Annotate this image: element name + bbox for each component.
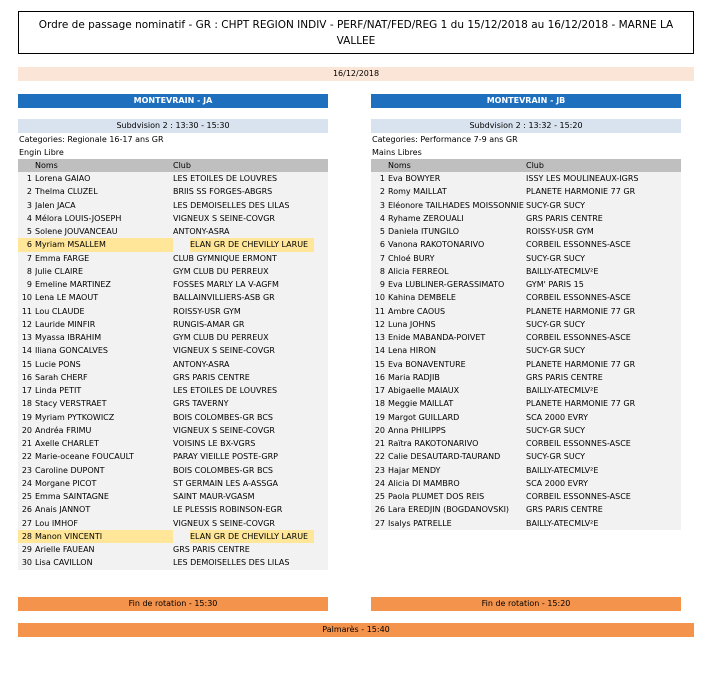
club-name: ELAN GR DE CHEVILLY LARUE — [190, 238, 314, 251]
row-number: 22 — [374, 452, 385, 462]
gymnast-name: Meggie MAILLAT — [388, 399, 454, 409]
table-body — [371, 172, 681, 530]
row-number: 27 — [374, 518, 385, 528]
rotation-end-right — [371, 597, 681, 611]
row-number: 16 — [374, 372, 385, 382]
row-number: 21 — [21, 439, 32, 448]
club-name: PLANETE HARMONIE 77 GR — [526, 359, 636, 369]
club-name: ANTONY-ASRA — [173, 359, 230, 369]
subdivision-header: Subdvision 2 : 13:30 - 15:30 — [18, 119, 328, 133]
gymnast-name: Arielle FAUEAN — [35, 545, 95, 554]
row-number: 5 — [26, 227, 32, 236]
gymnast-name: Lou IMHOF — [35, 518, 78, 528]
page-title: Ordre de passage nominatif - GR : CHPT REGION INDIV - PERF/NAT/FED/REG 1 du 15/12/2018 au 16/12/2018 - MARNE LA VALLEE — [18, 11, 694, 54]
table-row — [18, 543, 328, 556]
palmares-label: Palmarès - 15:40 — [18, 623, 694, 637]
column-montevrain-jb — [371, 94, 681, 530]
row-number: 11 — [374, 306, 385, 316]
row-number: 27 — [21, 518, 32, 528]
club-name: CORBEIL ESSONNES-ASCE — [526, 439, 631, 448]
gymnast-name: Myriam MSALLEM — [35, 238, 173, 251]
club-name: BAILLY-ATECMLV²E — [526, 386, 599, 395]
club-name: CORBEIL ESSONNES-ASCE — [526, 240, 631, 250]
table-row — [371, 225, 681, 238]
gymnast-name: Emma SAINTAGNE — [35, 492, 109, 501]
club-name: ISSY LES MOULINEAUX-IGRS — [526, 174, 639, 183]
gymnast-name: Sarah CHERF — [35, 372, 88, 382]
club-name: LES ETOILES DE LOUVRES — [173, 386, 278, 395]
table-row — [18, 291, 328, 304]
club-name: VIGNEUX S SEINE-COVGR — [173, 425, 275, 435]
table-row — [371, 384, 681, 397]
header-club: Club — [173, 161, 191, 170]
club-name: SUCY-GR SUCY — [526, 346, 586, 356]
gymnast-name: Julie CLAIRE — [35, 266, 84, 276]
gymnast-name: Caroline DUPONT — [35, 465, 105, 475]
club-name: SUCY-GR SUCY — [526, 319, 586, 329]
gymnast-name: Thelma CLUZEL — [35, 187, 98, 197]
table-row — [371, 477, 681, 490]
gymnast-name: Andréa FRIMU — [35, 425, 92, 435]
row-number: 24 — [21, 478, 32, 488]
club-name: PLANETE HARMONIE 77 GR — [526, 399, 636, 409]
gymnast-name: Abigaelle MAIAUX — [388, 386, 460, 395]
row-number: 25 — [21, 492, 32, 501]
gymnast-name: Eva BONAVENTURE — [388, 359, 466, 369]
row-number: 7 — [26, 253, 32, 263]
table-row — [18, 424, 328, 437]
club-name: GRS PARIS CENTRE — [526, 505, 603, 515]
gymnast-name: Lara EREDJIN (BOGDANOVSKI) — [388, 505, 510, 515]
table-row — [371, 503, 681, 516]
row-number: 24 — [374, 478, 385, 488]
row-number: 23 — [21, 465, 32, 475]
club-name: GYM CLUB DU PERREUX — [173, 333, 269, 342]
row-number: 3 — [26, 200, 32, 210]
gymnast-name: Eva LUBLINER-GERASSIMATO — [388, 280, 505, 289]
rotation-end-left — [18, 597, 328, 611]
table-header — [371, 159, 681, 172]
club-name: VOISINS LE BX-VGRS — [173, 439, 256, 448]
row-number: 1 — [379, 174, 385, 183]
gymnast-name: Luna JOHNS — [388, 319, 436, 329]
table-row — [18, 384, 328, 397]
table-row — [18, 344, 328, 357]
gymnast-name: Eva BOWYER — [388, 174, 441, 183]
date-bar: 16/12/2018 — [18, 67, 694, 81]
row-number: 13 — [21, 333, 32, 342]
gymnast-name: Manon VINCENTI — [35, 530, 173, 543]
table-row — [18, 238, 328, 251]
table-row — [371, 238, 681, 251]
category-label: Categories: Regionale 16-17 ans GR — [19, 135, 164, 144]
gymnast-name: Alicia DI MAMBRO — [388, 478, 460, 488]
gymnast-name: Margot GUILLARD — [388, 412, 460, 422]
club-name: BALLAINVILLIERS-ASB GR — [173, 293, 275, 303]
row-number: 18 — [374, 399, 385, 409]
table-row — [371, 490, 681, 503]
club-name: BAILLY-ATECMLV²E — [526, 266, 599, 276]
table-row — [371, 265, 681, 278]
table-row — [18, 199, 328, 212]
club-name: BOIS COLOMBES-GR BCS — [173, 412, 273, 422]
gymnast-name: Romy MAILLAT — [388, 187, 447, 197]
row-number: 2 — [26, 187, 32, 197]
club-name: SAINT MAUR-VGASM — [173, 492, 255, 501]
table-row — [18, 371, 328, 384]
table-row — [371, 212, 681, 225]
table-row — [18, 477, 328, 490]
gymnast-name: Morgane PICOT — [35, 478, 97, 488]
row-number: 4 — [26, 213, 32, 223]
gymnast-name: Vanona RAKOTONARIVO — [388, 240, 485, 250]
table-row — [371, 252, 681, 265]
club-name: SUCY-GR SUCY — [526, 452, 586, 462]
club-name: PLANETE HARMONIE 77 GR — [526, 306, 636, 316]
club-name: CORBEIL ESSONNES-ASCE — [526, 293, 631, 303]
gymnast-name: Stacy VERSTRAET — [35, 399, 107, 409]
table-row — [18, 450, 328, 463]
club-name: SUCY-GR SUCY — [526, 253, 586, 263]
gymnast-name: Lucie PONS — [35, 359, 81, 369]
row-number: 13 — [374, 333, 385, 342]
club-name: PARAY VIEILLE POSTE-GRP — [173, 452, 278, 462]
club-name: ST GERMAIN LES A-ASSGA — [173, 478, 279, 488]
row-number: 17 — [374, 386, 385, 395]
row-number: 12 — [374, 319, 385, 329]
palmares-bar — [18, 623, 694, 637]
table-body — [18, 172, 328, 570]
club-name: BOIS COLOMBES-GR BCS — [173, 465, 273, 475]
table-row — [18, 252, 328, 265]
table-row — [371, 344, 681, 357]
row-number: 29 — [21, 545, 32, 554]
row-number: 16 — [21, 372, 32, 382]
gymnast-name: Ryhame ZEROUALI — [388, 213, 464, 223]
club-name: BRIIS SS FORGES-ABGRS — [173, 187, 273, 197]
club-name: SUCY-GR SUCY — [526, 425, 586, 435]
club-name: SCA 2000 EVRY — [526, 478, 589, 488]
club-name: BAILLY-ATECMLV²E — [526, 465, 599, 475]
row-number: 26 — [374, 505, 385, 515]
gymnast-name: Linda PETIT — [35, 386, 82, 395]
gymnast-name: Hajar MENDY — [388, 465, 441, 475]
gymnast-name: Kahina DEMBELE — [388, 293, 456, 303]
gymnast-name: Anais JANNOT — [35, 505, 91, 515]
gymnast-name: Jalen JACA — [35, 200, 76, 210]
gymnast-name: Solene JOUVANCEAU — [35, 227, 118, 236]
row-number: 21 — [374, 439, 385, 448]
table-row — [18, 185, 328, 198]
table-row — [18, 411, 328, 424]
table-row — [18, 530, 328, 543]
table-row — [18, 225, 328, 238]
column-montevrain-ja — [18, 94, 328, 570]
row-number: 8 — [26, 266, 32, 276]
table-row — [371, 318, 681, 331]
gymnast-name: Daniela ITUNGILO — [388, 227, 460, 236]
row-number: 8 — [379, 266, 385, 276]
gymnast-name: Ambre CAOUS — [388, 306, 446, 316]
club-name: GYM' PARIS 15 — [526, 280, 584, 289]
header-noms: Noms — [388, 161, 411, 170]
table-row — [371, 358, 681, 371]
team-header: MONTEVRAIN - JA — [18, 94, 328, 108]
club-name: LES DEMOISELLES DES LILAS — [173, 558, 290, 568]
gymnast-name: Paola PLUMET DOS REIS — [388, 492, 485, 501]
club-name: VIGNEUX S SEINE-COVGR — [173, 518, 275, 528]
gymnast-name: Lou CLAUDE — [35, 306, 85, 316]
table-row — [18, 172, 328, 185]
club-name: BAILLY-ATECMLV²E — [526, 518, 599, 528]
table-row — [18, 490, 328, 503]
gymnast-name: Myriam PYTKOWICZ — [35, 412, 115, 422]
rotation-end-label: Fin de rotation - 15:30 — [18, 597, 328, 611]
club-name: LE PLESSIS ROBINSON-EGR — [173, 505, 283, 515]
gymnast-name: Iliana GONCALVES — [35, 346, 108, 356]
club-name: VIGNEUX S SEINE-COVGR — [173, 346, 275, 356]
row-number: 9 — [26, 280, 32, 289]
table-row — [18, 437, 328, 450]
club-name: GRS TAVERNY — [173, 399, 229, 409]
table-row — [371, 278, 681, 291]
row-number: 6 — [18, 238, 35, 251]
row-number: 1 — [26, 174, 32, 183]
table-row — [371, 397, 681, 410]
table-row — [18, 265, 328, 278]
gymnast-name: Emeline MARTINEZ — [35, 280, 111, 289]
table-row — [18, 318, 328, 331]
gymnast-name: Lauride MINFIR — [35, 319, 96, 329]
gymnast-name: Lena LE MAOUT — [35, 293, 99, 303]
table-row — [371, 172, 681, 185]
row-number: 10 — [374, 293, 385, 303]
gymnast-name: Lorena GAIAO — [35, 174, 91, 183]
table-row — [18, 331, 328, 344]
table-row — [371, 371, 681, 384]
club-name: ROISSY-USR GYM — [173, 306, 241, 316]
table-row — [371, 331, 681, 344]
row-number: 28 — [18, 530, 35, 543]
category-label: Categories: Performance 7-9 ans GR — [372, 135, 518, 144]
table-row — [18, 556, 328, 569]
engin-label: Engin Libre — [19, 148, 64, 157]
table-row — [371, 437, 681, 450]
gymnast-name: Lisa CAVILLON — [35, 558, 93, 568]
row-number: 14 — [21, 346, 32, 356]
row-number: 15 — [21, 359, 32, 369]
gymnast-name: Isalys PATRELLE — [388, 518, 452, 528]
header-noms: Noms — [35, 161, 58, 170]
row-number: 19 — [374, 412, 385, 422]
table-row — [371, 305, 681, 318]
row-number: 17 — [21, 386, 32, 395]
row-number: 7 — [379, 253, 385, 263]
table-row — [18, 503, 328, 516]
table-row — [18, 358, 328, 371]
rotation-end-label: Fin de rotation - 15:20 — [371, 597, 681, 611]
club-name: PLANETE HARMONIE 77 GR — [526, 187, 636, 197]
row-number: 22 — [21, 452, 32, 462]
table-row — [371, 450, 681, 463]
table-row — [371, 424, 681, 437]
row-number: 9 — [379, 280, 385, 289]
table-row — [18, 464, 328, 477]
table-row — [18, 517, 328, 530]
club-name: LES ETOILES DE LOUVRES — [173, 174, 278, 183]
club-name: GYM CLUB DU PERREUX — [173, 266, 269, 276]
row-number: 25 — [374, 492, 385, 501]
row-number: 20 — [21, 425, 32, 435]
club-name: ELAN GR DE CHEVILLY LARUE — [190, 530, 314, 543]
engin-label: Mains Libres — [372, 148, 422, 157]
row-number: 19 — [21, 412, 32, 422]
gymnast-name: Emma FARGE — [35, 253, 90, 263]
row-number: 20 — [374, 425, 385, 435]
table-header — [18, 159, 328, 172]
row-number: 12 — [21, 319, 32, 329]
table-row — [18, 212, 328, 225]
club-name: GRS PARIS CENTRE — [173, 372, 250, 382]
row-number: 2 — [379, 187, 385, 197]
row-number: 5 — [379, 227, 385, 236]
table-row — [371, 464, 681, 477]
gymnast-name: Chloé BURY — [388, 253, 435, 263]
row-number: 23 — [374, 465, 385, 475]
row-number: 18 — [21, 399, 32, 409]
table-row — [371, 199, 681, 212]
club-name: ANTONY-ASRA — [173, 227, 230, 236]
gymnast-name: Maria RADJIB — [388, 372, 440, 382]
row-number: 4 — [379, 213, 385, 223]
header-num — [18, 159, 28, 172]
gymnast-name: Myassa IBRAHIM — [35, 333, 102, 342]
row-number: 15 — [374, 359, 385, 369]
header-club: Club — [526, 161, 544, 170]
row-number: 3 — [379, 200, 385, 210]
subdivision-header: Subdvision 2 : 13:32 - 15:20 — [371, 119, 681, 133]
club-name: CORBEIL ESSONNES-ASCE — [526, 333, 631, 342]
table-row — [18, 305, 328, 318]
club-name: VIGNEUX S SEINE-COVGR — [173, 213, 275, 223]
club-name: GRS PARIS CENTRE — [173, 545, 250, 554]
row-number: 10 — [21, 293, 32, 303]
club-name: GRS PARIS CENTRE — [526, 213, 603, 223]
table-row — [371, 185, 681, 198]
table-row — [371, 411, 681, 424]
club-name: ROISSY-USR GYM — [526, 227, 594, 236]
club-name: RUNGIS-AMAR GR — [173, 319, 245, 329]
gymnast-name: Lena HIRON — [388, 346, 436, 356]
header-num — [371, 159, 381, 172]
club-name: FOSSES MARLY LA V-AGFM — [173, 280, 279, 289]
table-row — [371, 517, 681, 530]
gymnast-name: Anna PHILIPPS — [388, 425, 446, 435]
gymnast-name: Alicia FERREOL — [388, 266, 449, 276]
gymnast-name: Axelle CHARLET — [35, 439, 99, 448]
club-name: CLUB GYMNIQUE ERMONT — [173, 253, 277, 263]
table-row — [371, 291, 681, 304]
table-row — [18, 278, 328, 291]
club-name: SCA 2000 EVRY — [526, 412, 589, 422]
gymnast-name: Enide MABANDA-POIVET — [388, 333, 486, 342]
club-name: GRS PARIS CENTRE — [526, 372, 603, 382]
club-name: LES DEMOISELLES DES LILAS — [173, 200, 290, 210]
gymnast-name: Mélora LOUIS-JOSEPH — [35, 213, 122, 223]
row-number: 14 — [374, 346, 385, 356]
club-name: CORBEIL ESSONNES-ASCE — [526, 492, 631, 501]
club-name: SUCY-GR SUCY — [526, 200, 586, 210]
row-number: 11 — [21, 306, 32, 316]
row-number: 30 — [21, 558, 32, 568]
gymnast-name: Raïtra RAKOTONARIVO — [388, 439, 479, 448]
row-number: 26 — [21, 505, 32, 515]
row-number: 6 — [379, 240, 385, 250]
gymnast-name: Eléonore TAILHADES MOISSONNIE — [388, 200, 524, 210]
team-header: MONTEVRAIN - JB — [371, 94, 681, 108]
table-row — [18, 397, 328, 410]
gymnast-name: Calie DESAUTARD-TAURAND — [388, 452, 501, 462]
gymnast-name: Marie-oceane FOUCAULT — [35, 452, 134, 462]
